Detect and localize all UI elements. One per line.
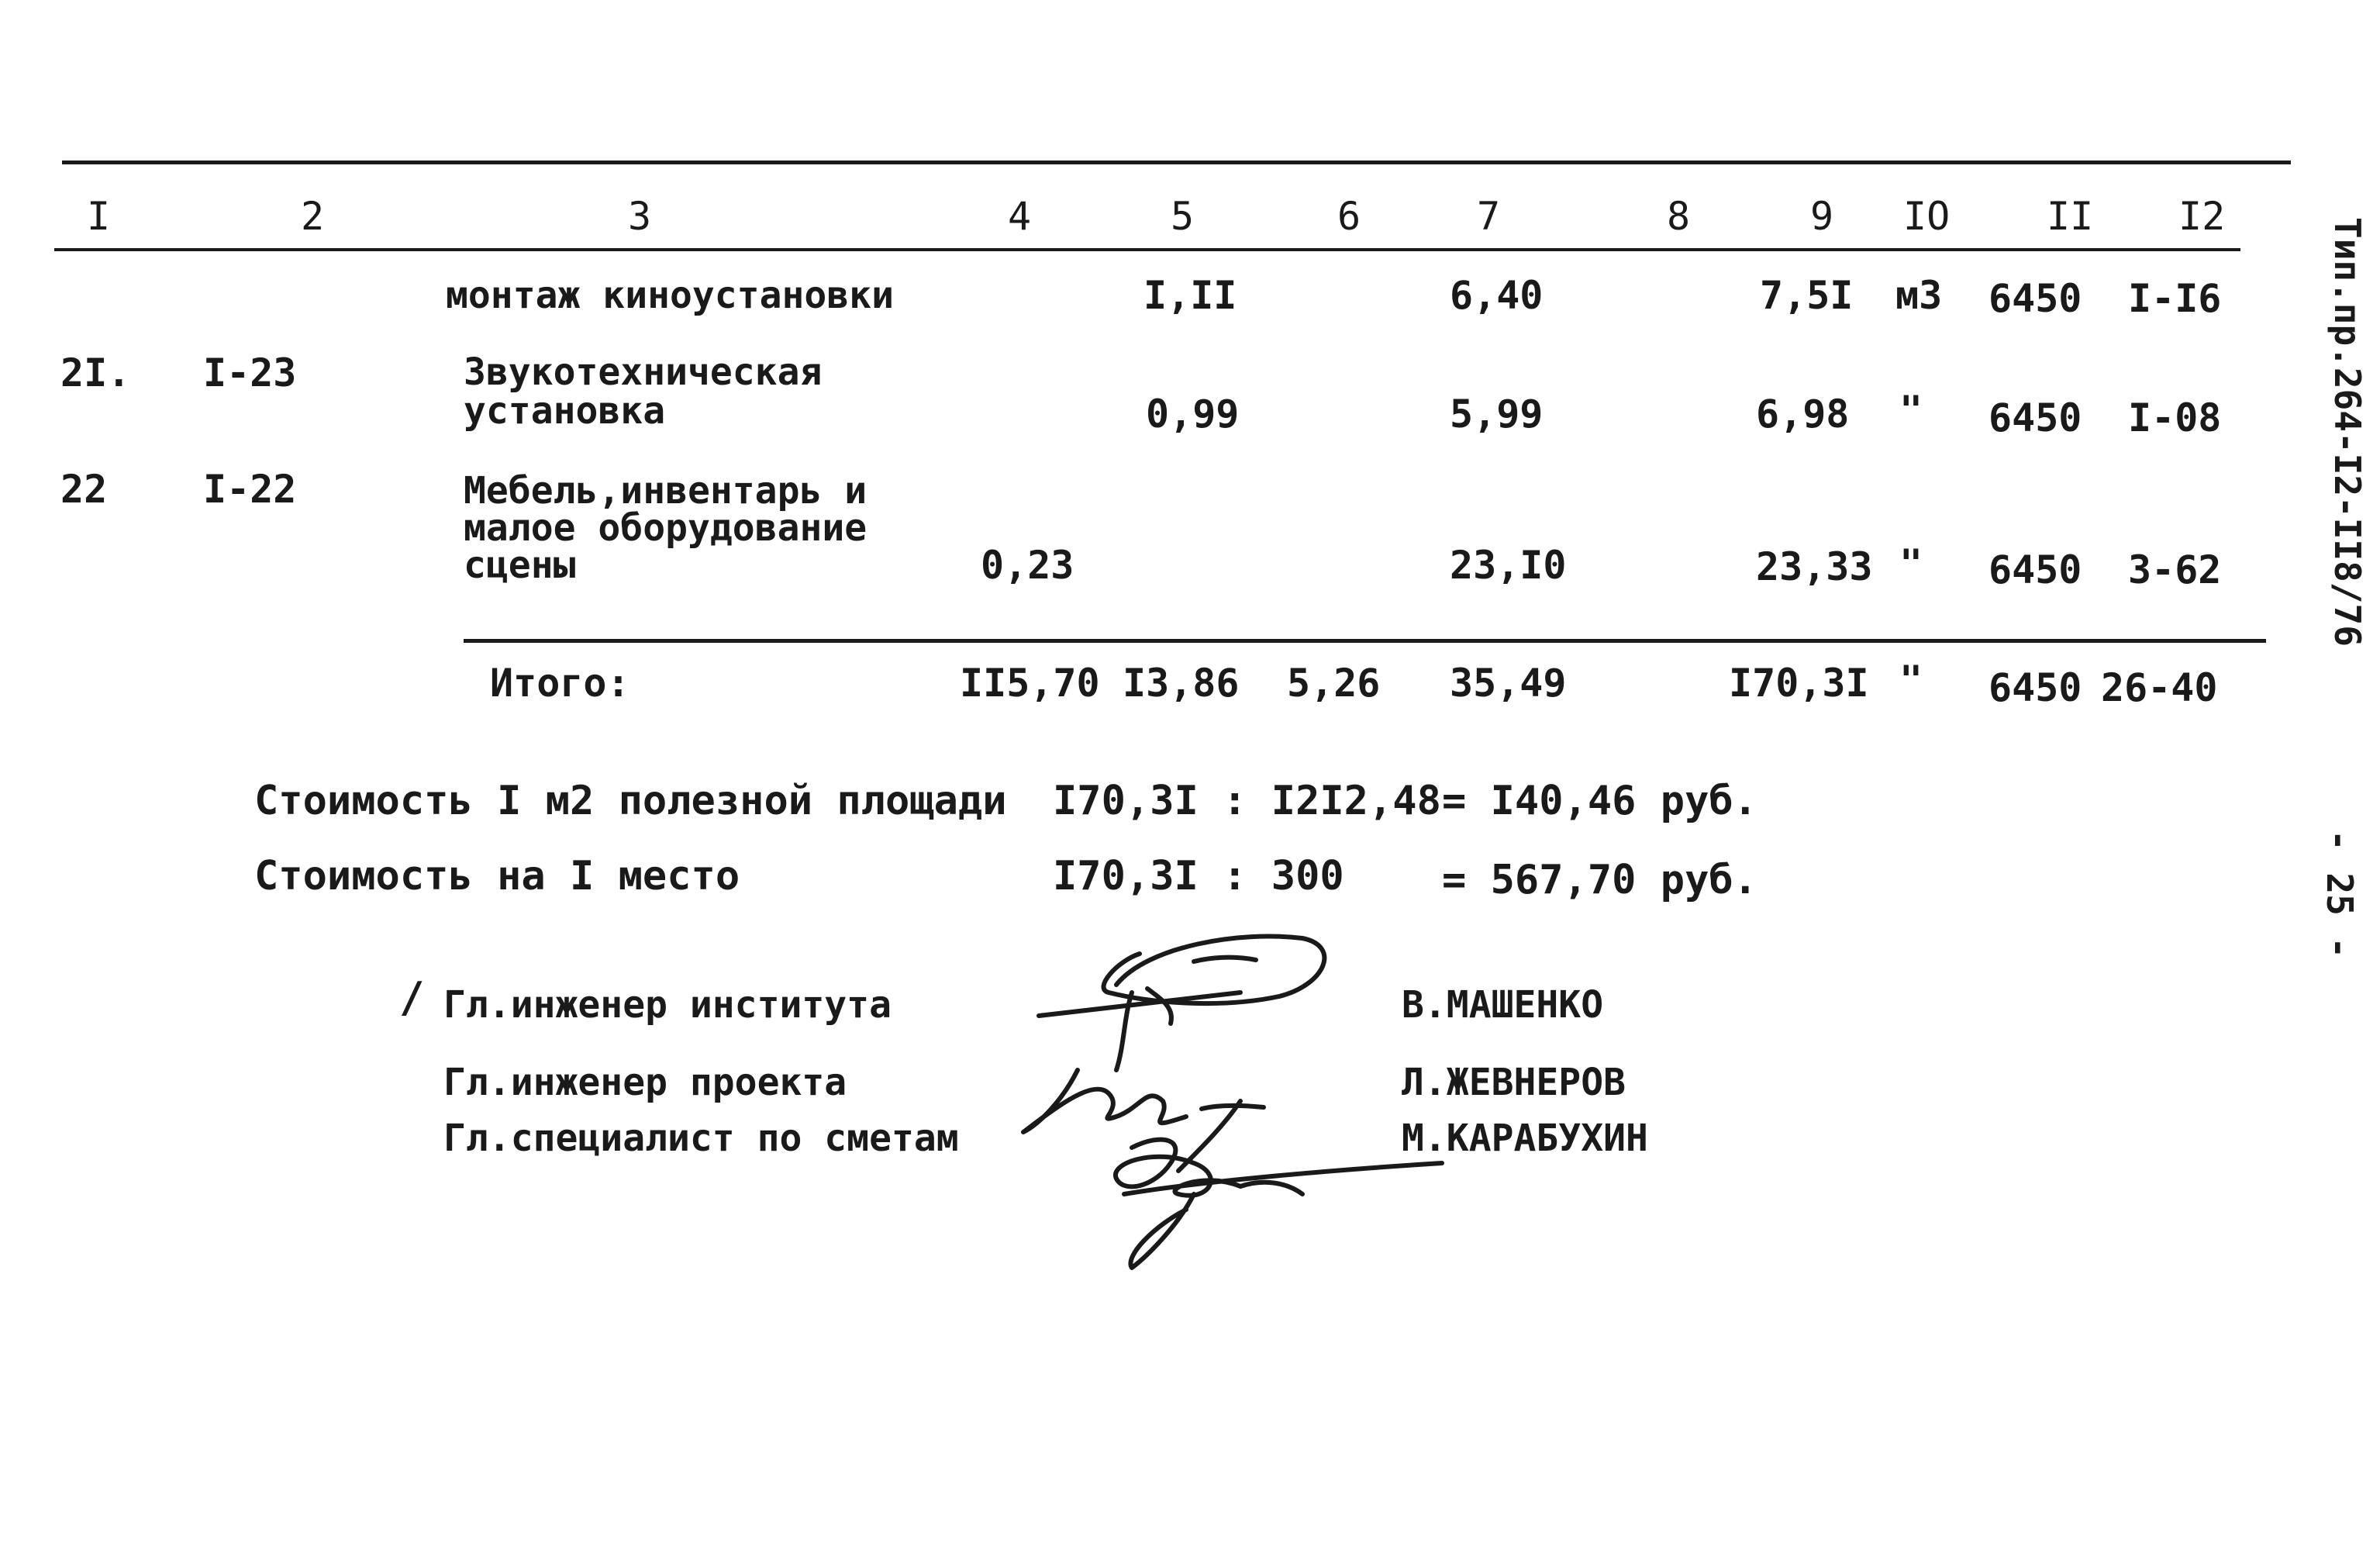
col-header-12: I2 (2178, 194, 2226, 239)
row3-name-line2: малое оборудование (464, 506, 867, 550)
summary-result-seat: = 567,70 руб. (1442, 857, 1757, 903)
row3-col10: " (1899, 541, 1923, 586)
col-header-2: 2 (301, 194, 325, 239)
row1-col11: 6450 (1989, 276, 2082, 321)
col-header-10: IO (1903, 194, 1951, 239)
summary-expr-area: I70,3I : I2I2,48 (1053, 778, 1441, 824)
row2-num: 2I. (60, 350, 131, 395)
row3-col7: 23,I0 (1450, 543, 1567, 588)
row1-col7: 6,40 (1450, 273, 1544, 318)
summary-label-area: Стоимость I м2 полезной площади (254, 778, 1007, 824)
row3-col12: 3-62 (2128, 547, 2222, 592)
signature-title-estimates: Гл.специалист по сметам (443, 1117, 959, 1160)
row3-col11: 6450 (1989, 547, 2082, 592)
total-col5: I3,86 (1123, 661, 1240, 706)
total-col10: " (1899, 658, 1923, 703)
signature-title-project: Гл.инженер проекта (443, 1061, 847, 1104)
total-col9: I70,3I (1729, 661, 1869, 706)
total-label: Итого: (490, 661, 630, 706)
row1-col10: м3 (1895, 273, 1943, 318)
summary-expr-seat: I70,3I : 300 (1053, 853, 1344, 899)
row3-col9: 23,33 (1756, 544, 1873, 589)
col-header-5: 5 (1171, 194, 1195, 239)
row1-col5: I,II (1143, 273, 1237, 318)
row2-col12: I-08 (2128, 395, 2222, 440)
row1-name-line1: монтаж киноустановки (446, 274, 894, 317)
row2-col7: 5,99 (1450, 392, 1544, 437)
row3-num: 22 (60, 467, 108, 512)
page-number: - 25 - (2319, 830, 2361, 959)
table-top-rule (62, 161, 2291, 164)
header-rule (54, 248, 2240, 251)
col-header-4: 4 (1008, 194, 1032, 239)
col-header-8: 8 (1667, 194, 1691, 239)
summary-label-seat: Стоимость на I место (254, 853, 740, 899)
total-col6: 5,26 (1287, 661, 1381, 706)
row2-code: I-23 (203, 350, 297, 395)
total-col7: 35,49 (1450, 661, 1567, 706)
col-header-9: 9 (1810, 194, 1834, 239)
row3-code: I-22 (203, 467, 297, 512)
total-rule (464, 639, 2266, 643)
signature-name-institute: В.МАШЕНКО (1402, 983, 1604, 1027)
handwritten-signatures (1008, 915, 1457, 1279)
col-header-1: I (87, 194, 111, 239)
row2-col11: 6450 (1989, 395, 2082, 440)
summary-result-area: = I40,46 руб. (1442, 778, 1757, 824)
col-header-3: 3 (628, 194, 652, 239)
col-header-7: 7 (1477, 194, 1501, 239)
side-document-code: Тип.пр.264-I2-II8/76 (2327, 217, 2368, 647)
row2-col10: " (1899, 388, 1923, 433)
row2-name-line1: Звукотехническая (464, 350, 823, 394)
row2-col9: 6,98 (1756, 392, 1850, 437)
row1-col12: I-I6 (2128, 276, 2222, 321)
signature-name-project: Л.ЖЕВНЕРОВ (1402, 1061, 1626, 1104)
total-col11: 6450 (1989, 665, 2082, 710)
signature-title-institute: Гл.инженер института (443, 983, 892, 1027)
col-header-6: 6 (1337, 194, 1361, 239)
signature-name-estimates: М.КАРАБУХИН (1402, 1117, 1648, 1160)
row3-name-line1: Мебель,инвентарь и (464, 469, 867, 513)
row3-col4: 0,23 (981, 543, 1074, 588)
row2-name-line2: установка (464, 389, 666, 433)
row2-col5: 0,99 (1146, 392, 1240, 437)
total-col4: II5,70 (960, 661, 1100, 706)
row3-name-line3: сцены (464, 544, 576, 587)
col-header-11: II (2047, 194, 2094, 239)
total-col12: 26-40 (2101, 665, 2218, 710)
row1-col9: 7,5I (1760, 273, 1854, 318)
margin-mark: / (399, 973, 425, 1022)
